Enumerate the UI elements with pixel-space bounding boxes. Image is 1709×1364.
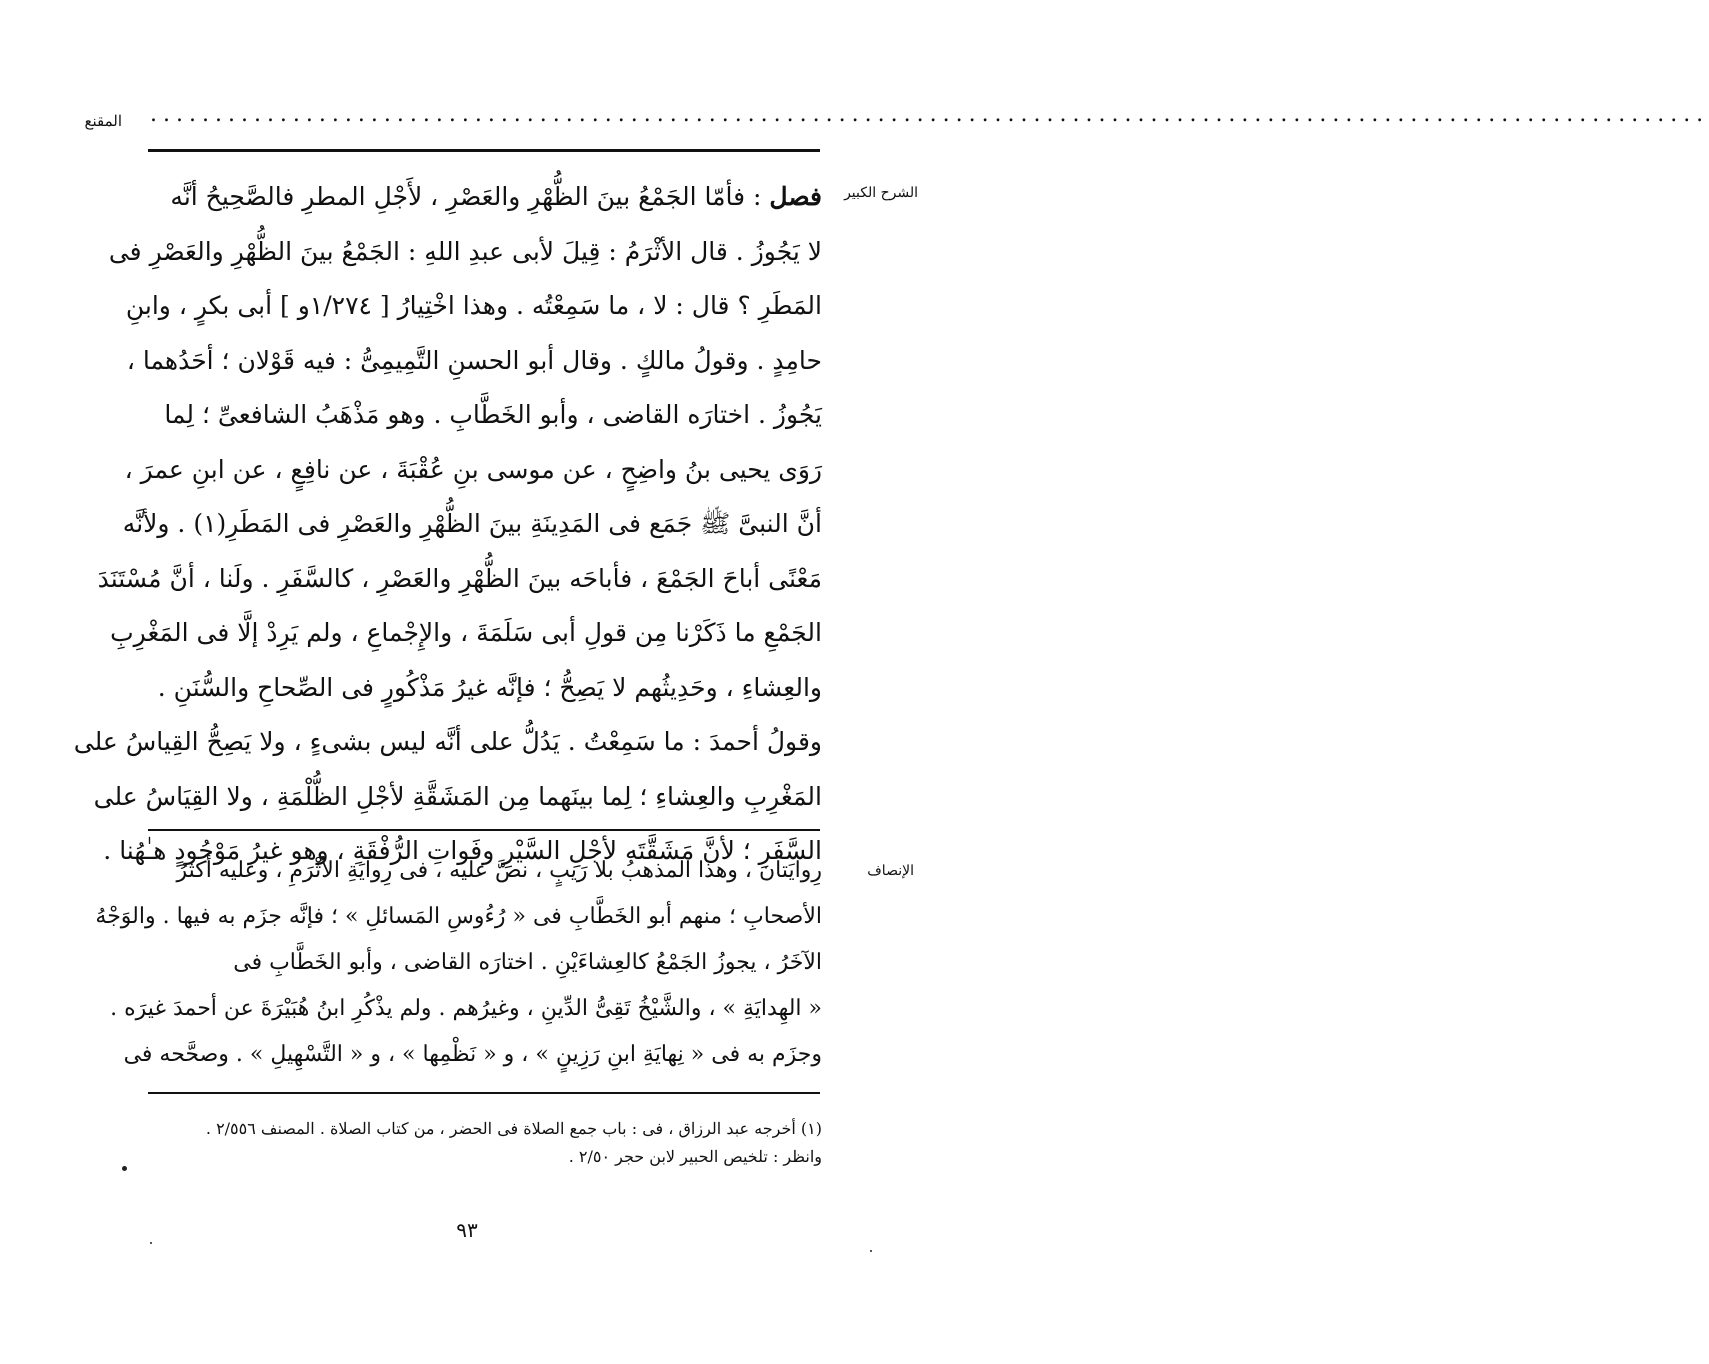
header-dotted-leader: ........................................................................................................................ [150, 102, 1709, 127]
section-divider-rule [148, 829, 820, 831]
insaf-line-5: وجزَم به فى « نِهايَةِ ابنِ رَزِينٍ » ، و « نَظْمِها » ، و « التَّسْهِيلِ » . وصحَّحه فى [123, 1042, 822, 1067]
insaf-line-3: الآخَرُ ، يجوزُ الجَمْعُ كالعِشاءَيْنِ . اختارَه القاضى ، وأبو الخَطَّابِ فى [233, 950, 822, 975]
page-number: ٩٣ [456, 1218, 478, 1242]
side-label-insaf: الإنصاف [867, 863, 914, 879]
main-line-8: مَعْنًى أباحَ الجَمْعَ ، فأباحَه بينَ الظُّهْرِ والعَصْرِ ، كالسَّفَرِ . ولَنا ، أنَّ مُسْتَنَدَ [97, 563, 822, 593]
insaf-line-2: الأصحابِ ؛ منهم أبو الخَطَّابِ فى « رُءُوسِ المَسائلِ » ؛ فإنَّه جزَم به فيها . والوَجْهُ [95, 904, 822, 929]
side-label-sharh: الشرح الكبير [844, 185, 918, 201]
scan-speck [870, 1250, 872, 1252]
main-line-10: والعِشاءِ ، وحَدِيثُهم لا يَصِحُّ ؛ فإنَّه غيرُ مَذْكُورٍ فى الصِّحاحِ والسُّنَنِ . [157, 672, 822, 702]
scan-speck [150, 1242, 152, 1244]
main-line-7: أنَّ النبىَّ ﷺ جَمَع فى المَدِينَةِ بينَ الظُّهْرِ والعَصْرِ فى المَطَرِ(١) . ولأنَّه [122, 509, 822, 538]
footnote-line-2: وانظر : تلخيص الحبير لابن حجر ٢/٥٠ . [568, 1147, 822, 1166]
insaf-line-1: رِوايَتان ، وهذا المذهبُ بلا رَيبٍ ، نصَّ عليه ، فى رِوايَةِ الأثْرَمِ ، وعليه أكثرُ [176, 858, 822, 883]
main-line-6: رَوَى يحيى بنُ واضِحٍ ، عن موسى بنِ عُقْبَةَ ، عن نافِعٍ ، عن ابنِ عمرَ ، [124, 454, 822, 484]
main-line-1 [146, 170, 822, 225]
main-line-12: المَغْرِبِ والعِشاءِ ؛ لِما بينَهما مِن المَشَقَّةِ لأجْلِ الظُّلْمَةِ ، ولا القِيَاسُ على [93, 781, 822, 811]
main-line-13: السَّفَرِ ؛ لأنَّ مَشَقَّتَه لأجْلِ السَّيْرِ وفَواتِ الرُّفْقَةِ ، وهو غيرُ مَوْجُودٍ هـٰهُنا . [103, 836, 822, 865]
footnote-line-1: (١) أخرجه عبد الرزاق ، فى : باب جمع الصلاة فى الحضر ، من كتاب الصلاة . المصنف ٢/٥٥٦ . [205, 1119, 822, 1138]
main-text-block [73, 170, 822, 879]
main-line-4: حامِدٍ . وقولُ مالكٍ . وقال أبو الحسنِ التَّمِيمِىُّ : فيه قَوْلان ؛ أحَدُهما ، [126, 345, 822, 375]
main-line-3: المَطَرِ ؟ قال : لا ، ما سَمِعْتُه . وهذا اخْتِيارُ [ ١/٢٧٤و ] أبى بكرٍ ، وابنِ [125, 291, 822, 320]
main-line-1-text: : فأمّا الجَمْعُ بينَ الظُّهْرِ والعَصْرِ ، لأَجْلِ المطرِ فالصَّحِيحُ أنَّه [170, 182, 762, 211]
main-line-9: الجَمْعِ ما ذَكَرْنا مِن قولِ أبى سَلَمَةَ ، والإِجْماعِ ، ولم يَرِدْ إلَّا فى المَغْرِبِ [110, 618, 822, 647]
running-title: المقنع [84, 112, 122, 130]
main-line-11: وقولُ أحمدَ : ما سَمِعْتُ . يَدُلُّ على أنَّه ليس بشىءٍ ، ولا يَصِحُّ القِياسُ على [73, 727, 822, 756]
main-line-2: لا يَجُوزُ . قال الأثْرَمُ : قِيلَ لأبى عبدِ اللهِ : الجَمْعُ بينَ الظُّهْرِ والعَصْرِ فى [108, 236, 822, 266]
main-line-5: يَجُوزُ . اختارَه القاضى ، وأبو الخَطَّابِ . وهو مَذْهَبُ الشافعىِّ ؛ لِما [164, 400, 822, 429]
footnotes-block [146, 1115, 822, 1171]
scan-speck [122, 1166, 127, 1171]
footnote-rule [148, 1092, 820, 1094]
insaf-text-block [95, 848, 822, 1078]
insaf-line-4: « الهِدايَةِ » ، والشَّيْخُ تَقِىُّ الدِّينِ ، وغيرُهم . ولم يذْكُرِ ابنُ هُبَيْرَةَ عن أحمدَ غيرَه . [110, 996, 822, 1021]
header-rule [148, 149, 820, 152]
section-heading-word: فصل [769, 182, 822, 211]
